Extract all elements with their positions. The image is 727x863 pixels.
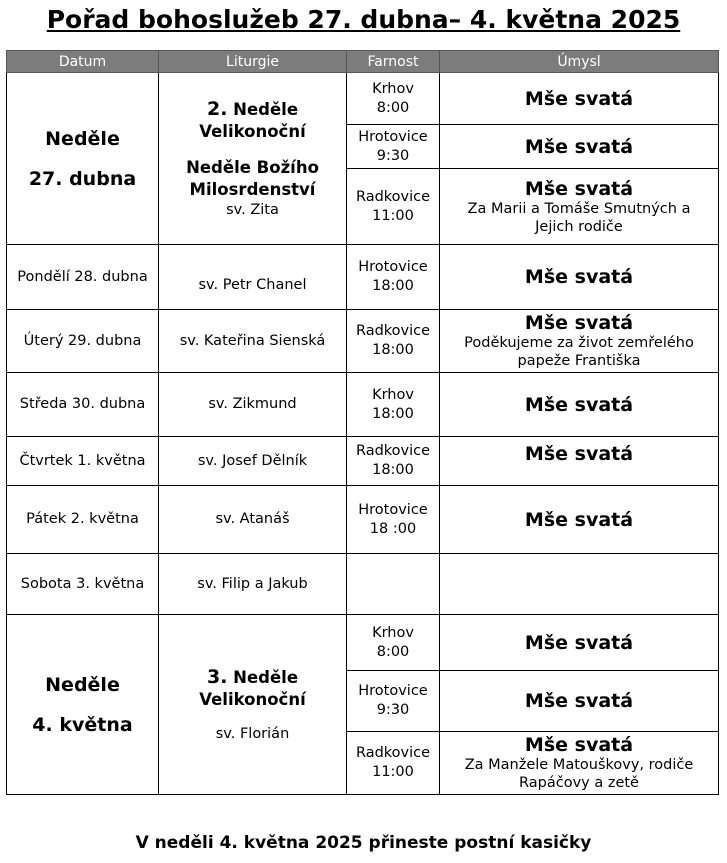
mass-label: Mše svatá	[524, 508, 634, 531]
liturgy-number: 2.	[206, 97, 228, 120]
intention-cell	[440, 245, 719, 310]
liturgy-line: Neděle Božího	[186, 157, 319, 177]
parish-name: Hrotovice	[358, 128, 428, 145]
table-row	[7, 615, 719, 671]
mass-label: Mše svatá	[524, 177, 634, 200]
col-farnost: Farnost	[347, 51, 440, 73]
liturgy-cell: sv. Atanáš	[159, 486, 347, 554]
parish-name: Hrotovice	[358, 683, 428, 699]
parish-cell	[347, 615, 440, 671]
footer-note: V neděli 4. května 2025 přineste postní kasičky	[135, 833, 592, 853]
saint-name: sv. Petr Chanel	[198, 277, 307, 293]
intention-cell	[440, 73, 719, 125]
parish-name: Krhov	[372, 386, 414, 403]
day-name: Neděle	[45, 127, 120, 150]
parish-cell	[347, 732, 440, 795]
date-cell: Pondělí 28. dubna	[7, 245, 159, 310]
intention-cell	[440, 671, 719, 732]
parish-name: Krhov	[372, 80, 414, 97]
liturgy-cell: sv. Kateřina Sienská	[159, 310, 347, 373]
col-datum: Datum	[7, 51, 159, 73]
liturgy-cell	[159, 245, 347, 310]
liturgy-line: Velikonoční	[199, 689, 306, 709]
liturgy-line: Neděle	[233, 667, 299, 687]
intention-cell	[440, 732, 719, 795]
liturgy-line: Milosrdenství	[189, 179, 316, 199]
mass-time: 11:00	[372, 764, 414, 780]
col-liturgie: Liturgie	[159, 51, 347, 73]
mass-time: 18:00	[372, 278, 414, 294]
parish-cell	[347, 125, 440, 169]
intention-cell	[440, 554, 719, 615]
intention-note: Za Manžele Matouškovy, rodiče	[464, 757, 694, 773]
date-cell: Sobota 3. května	[7, 554, 159, 615]
parish-name: Hrotovice	[358, 501, 428, 518]
table-row	[7, 310, 719, 373]
table-row	[7, 554, 719, 615]
intention-cell	[440, 169, 719, 245]
parish-cell	[347, 73, 440, 125]
intention-cell	[440, 437, 719, 486]
parish-cell	[347, 310, 440, 373]
table-row	[7, 73, 719, 125]
mass-label: Mše svatá	[524, 690, 634, 712]
parish-name: Radkovice	[355, 323, 431, 339]
mass-label: Mše svatá	[524, 266, 634, 288]
intention-note: Jejich rodiče	[535, 218, 623, 235]
intention-note: papeže Františka	[517, 353, 641, 369]
parish-cell	[347, 245, 440, 310]
intention-cell	[440, 310, 719, 373]
intention-note: Rapáčovy a zetě	[519, 775, 639, 791]
parish-cell	[347, 373, 440, 437]
day-name: Neděle	[45, 673, 120, 696]
parish-name: Radkovice	[355, 443, 431, 459]
mass-label: Mše svatá	[524, 734, 634, 756]
parish-name: Krhov	[372, 624, 414, 641]
liturgy-line: Velikonoční	[199, 121, 306, 141]
liturgy-cell	[159, 73, 347, 245]
parish-name: Hrotovice	[358, 259, 428, 275]
day-date: 4. května	[32, 713, 133, 736]
mass-time: 9:30	[376, 147, 410, 164]
parish-cell	[347, 671, 440, 732]
date-cell: Středa 30. dubna	[7, 373, 159, 437]
schedule-table	[6, 50, 719, 795]
table-row	[7, 486, 719, 554]
col-umysl: Úmysl	[440, 51, 719, 73]
date-cell: Pátek 2. května	[7, 486, 159, 554]
mass-label: Mše svatá	[524, 87, 634, 110]
mass-time: 18:00	[372, 342, 414, 358]
date-cell: Čtvrtek 1. května	[7, 437, 159, 486]
intention-cell	[440, 486, 719, 554]
liturgy-cell	[159, 615, 347, 795]
mass-label: Mše svatá	[524, 631, 634, 654]
date-cell	[7, 615, 159, 795]
table-row	[7, 373, 719, 437]
mass-label: Mše svatá	[524, 135, 634, 158]
saint-name: sv. Zita	[226, 201, 279, 218]
intention-note: Za Marii a Tomáše Smutných a	[467, 200, 691, 217]
date-cell: Úterý 29. dubna	[7, 310, 159, 373]
parish-name: Radkovice	[355, 188, 431, 205]
intention-cell	[440, 125, 719, 169]
mass-time: 18:00	[372, 462, 414, 478]
parish-cell	[347, 554, 440, 615]
parish-cell	[347, 437, 440, 486]
intention-cell	[440, 615, 719, 671]
mass-time: 18:00	[372, 405, 414, 422]
mass-time: 11:00	[372, 207, 414, 224]
page-title: Pořad bohoslužeb 27. dubna– 4. května 2025	[46, 5, 681, 34]
intention-note: Poděkujeme za život zemřelého	[464, 335, 694, 351]
liturgy-number: 3.	[206, 665, 228, 688]
mass-time: 8:00	[376, 643, 410, 660]
parish-cell	[347, 169, 440, 245]
parish-cell	[347, 486, 440, 554]
table-row	[7, 245, 719, 310]
parish-name: Radkovice	[355, 745, 431, 761]
liturgy-line: Neděle	[233, 99, 299, 119]
date-cell	[7, 73, 159, 245]
liturgy-cell: sv. Zikmund	[159, 373, 347, 437]
mass-label: Mše svatá	[524, 312, 634, 334]
intention-cell	[440, 373, 719, 437]
saint-name: sv. Florián	[215, 725, 290, 742]
liturgy-cell: sv. Filip a Jakub	[159, 554, 347, 615]
mass-time: 9:30	[376, 702, 410, 718]
mass-label: Mše svatá	[524, 393, 634, 416]
mass-label: Mše svatá	[524, 443, 634, 465]
mass-time: 8:00	[376, 99, 410, 116]
liturgy-cell: sv. Josef Dělník	[159, 437, 347, 486]
day-date: 27. dubna	[28, 167, 137, 190]
mass-time: 18 :00	[369, 520, 417, 537]
table-row	[7, 437, 719, 486]
header-row	[7, 51, 719, 73]
